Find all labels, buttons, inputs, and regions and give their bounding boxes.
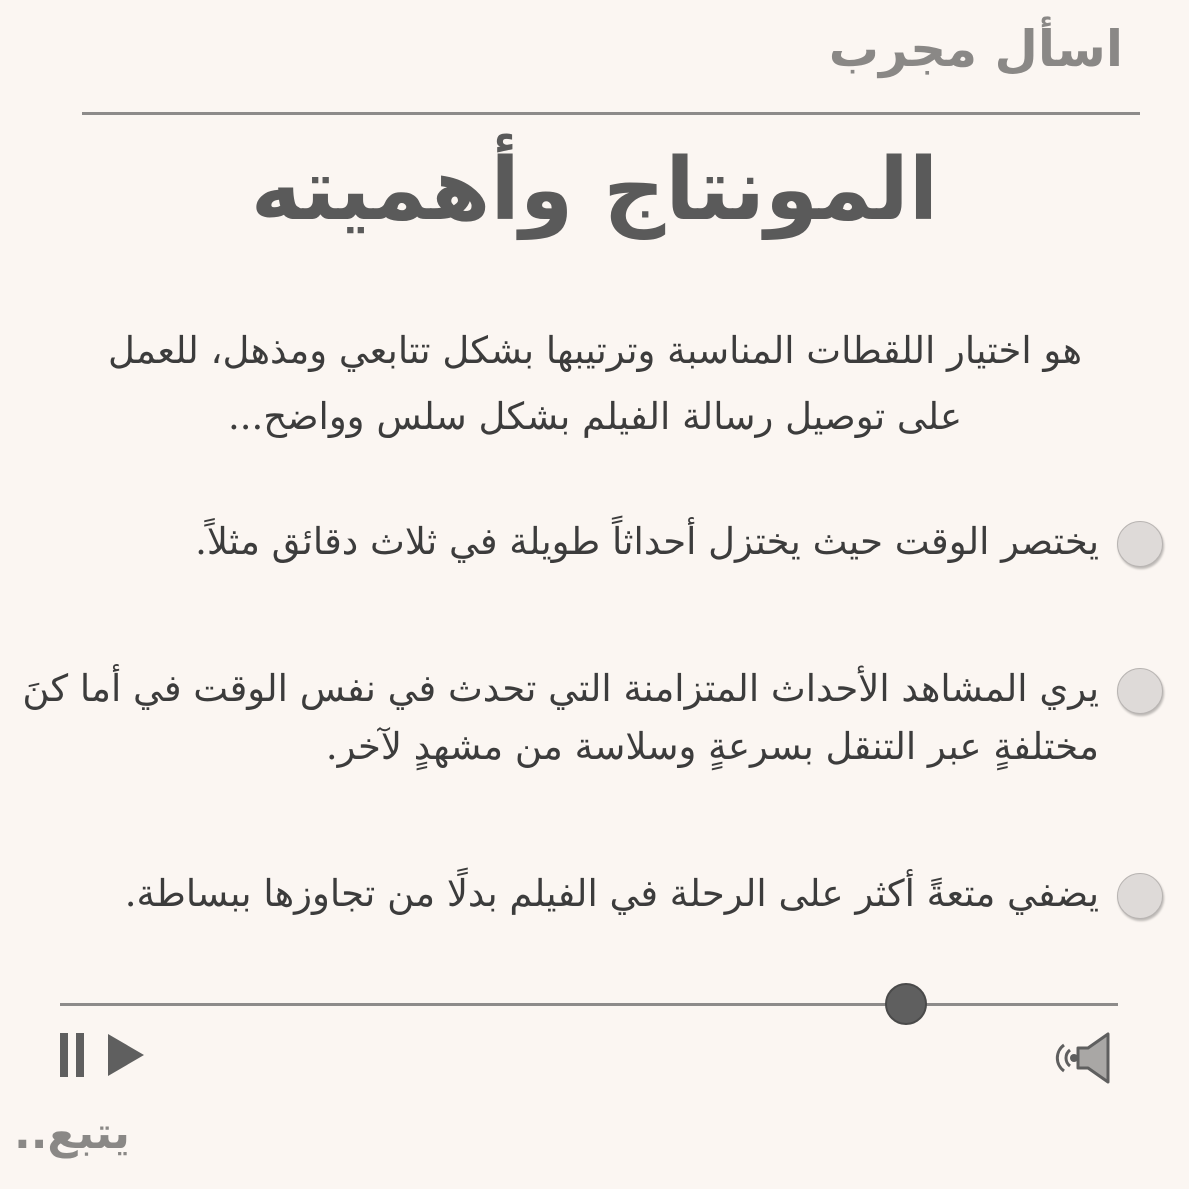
header-divider <box>82 112 1140 115</box>
intro-line-1: هو اختيار اللقطات المناسبة وترتيبها بشكل تتابعي ومذهل، للعمل <box>107 329 1083 372</box>
list-item <box>13 865 1163 923</box>
continued-label: يتبع.. <box>14 1108 130 1159</box>
page-title: المونتاج وأهميته <box>250 140 939 240</box>
play-button[interactable] <box>108 1034 144 1076</box>
pause-icon-bar <box>76 1033 84 1077</box>
volume-button[interactable] <box>1052 1030 1116 1086</box>
bullet-dot-icon <box>1117 873 1163 919</box>
pause-button[interactable] <box>60 1033 88 1077</box>
brand-name: اسأل مجرب <box>828 20 1123 78</box>
list-item-text: يختصر الوقت حيث يختزل أحداثاً طويلة في ثلاث دقائق مثلاً. <box>195 520 1099 563</box>
list-item-text: يري المشاهد الأحداث المتزامنة التي تحدث في نفس الوقت في أما كنَ مختلفةٍ عبر التنقل بسرعةٍ وسلاسة من مشهدٍ لآخر. <box>22 667 1099 768</box>
list-item <box>13 513 1163 571</box>
list-item <box>13 660 1163 776</box>
seek-bar[interactable] <box>60 1003 1118 1006</box>
list-item-text: يضفي متعةً أكثر على الرحلة في الفيلم بدلًا من تجاوزها ببساطة. <box>124 872 1099 915</box>
speaker-icon <box>1052 1030 1116 1086</box>
bullet-dot-icon <box>1117 668 1163 714</box>
pause-icon <box>60 1033 68 1077</box>
bullet-dot-icon <box>1117 521 1163 567</box>
seek-handle[interactable] <box>885 983 927 1025</box>
intro-line-2: على توصيل رسالة الفيلم بشكل سلس وواضح... <box>227 395 963 438</box>
intro-paragraph <box>30 318 1160 450</box>
